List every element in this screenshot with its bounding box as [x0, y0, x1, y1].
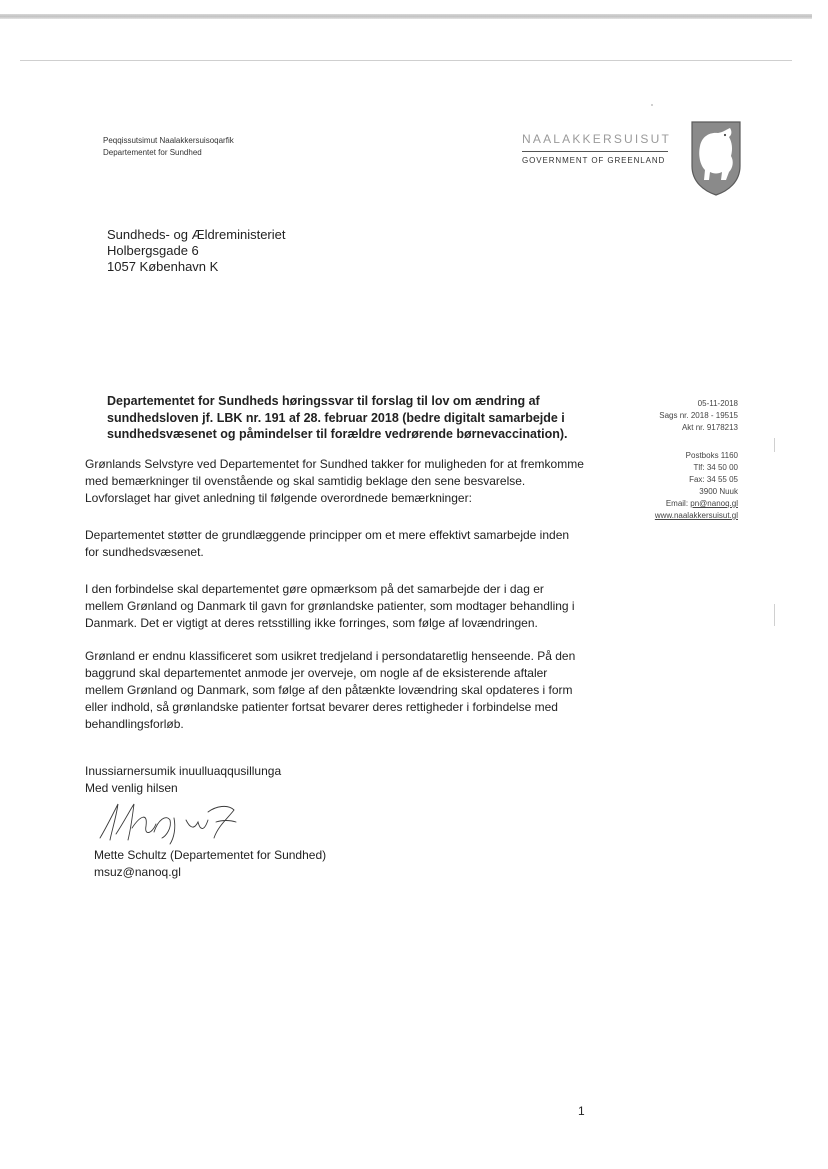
document-number: Akt nr. 9178213 — [681, 423, 738, 432]
letter-subject: Departementet for Sundheds høringssvar til forslag til lov om ændring af sundhedsloven jf. LBK nr. 191 af 28. februar 2018 (bedre digitalt samarbejde i sundhedsvæsenet og påmindelser til forældre vedrørende børnevaccination). — [107, 394, 568, 441]
case-metadata — [600, 398, 738, 434]
scan-edge-line — [20, 60, 792, 61]
handwritten-signature — [96, 798, 246, 848]
scan-speck — [774, 438, 775, 452]
body-paragraph-support: Departementet støtter de grundlæggende principper om et mere effektivt samarbejde inden for sundhedsvæsenet. — [85, 528, 570, 559]
recipient-street: Holbergsgade 6 — [107, 243, 199, 258]
closing-danish: Med venlig hilsen — [85, 781, 178, 795]
sender-department — [103, 135, 234, 159]
government-name: NAALAKKERSUISUT — [522, 132, 672, 146]
signer-name: Mette Schultz (Departementet for Sundhed) — [94, 848, 327, 862]
scan-edge-top — [0, 14, 812, 19]
scan-speck — [651, 104, 653, 106]
signer-email: msuz@nanoq.gl — [94, 865, 181, 879]
postal-city: 3900 Nuuk — [699, 487, 738, 496]
website-link[interactable]: www.naalakkersuisut.gl — [654, 511, 738, 520]
recipient-name: Sundheds- og Ældreministeriet — [107, 227, 286, 242]
letterhead-divider — [522, 151, 668, 152]
case-number: Sags nr. 2018 - 19515 — [659, 411, 738, 420]
body-paragraph-data-protection: Grønland er endnu klassificeret som usikret tredjeland i persondataretlig henseende. På den baggrund skal departementet anmode jer overveje, om nogle af de eksisterende aftaler mellem Grønland og Danmark, som følge af den påtænkte lovændring skal opdateres i form eller indhold, så grønlandske patienter fortsat bevarer deres rettigheder i forbindelse med behandlingsforløb. — [85, 649, 576, 731]
email-label: Email: — [665, 499, 691, 508]
scan-speck — [774, 604, 775, 626]
body-paragraph-cooperation: I den forbindelse skal departementet gøre opmærksom på det samarbejde der i dag er mellem Grønland og Danmark til gavn for grønlandske patienter, som modtager behandling i Danmark. Det er vigtigt at deres retsstilling ikke forringes, som følge af lovændringen. — [85, 582, 575, 630]
email-line — [600, 498, 738, 510]
body-paragraph-intro: Grønlands Selvstyre ved Departementet for Sundhed takker for muligheden for at fremkomme med bemærkninger til ovenstående og skal samtidig beklage den sene besvarelse. Lovforslaget har givet anledning til følgende overordnede bemærkninger: — [85, 457, 584, 505]
polar-bear-shield-icon — [690, 120, 742, 196]
email-link[interactable]: pn@nanoq.gl — [690, 499, 738, 508]
contact-block — [600, 450, 738, 522]
sender-line-greenlandic: Peqqissutsimut Naalakkersuisoqarfik — [103, 136, 234, 145]
sender-line-danish: Departementet for Sundhed — [103, 148, 202, 157]
signer-block — [94, 847, 326, 881]
phone-number: Tlf: 34 50 00 — [693, 463, 738, 472]
letter-body — [85, 456, 585, 749]
recipient-address — [107, 227, 285, 275]
closing-greenlandic: Inussiarnersumik inuulluaqqusillunga — [85, 764, 282, 778]
letter-date: 05-11-2018 — [697, 399, 738, 408]
fax-number: Fax: 34 55 05 — [689, 475, 738, 484]
postbox: Postboks 1160 — [685, 451, 738, 460]
government-subtitle: GOVERNMENT OF GREENLAND — [522, 156, 666, 165]
recipient-city: 1057 København K — [107, 259, 219, 274]
closing-greeting — [85, 763, 281, 797]
page-number: 1 — [578, 1104, 585, 1118]
